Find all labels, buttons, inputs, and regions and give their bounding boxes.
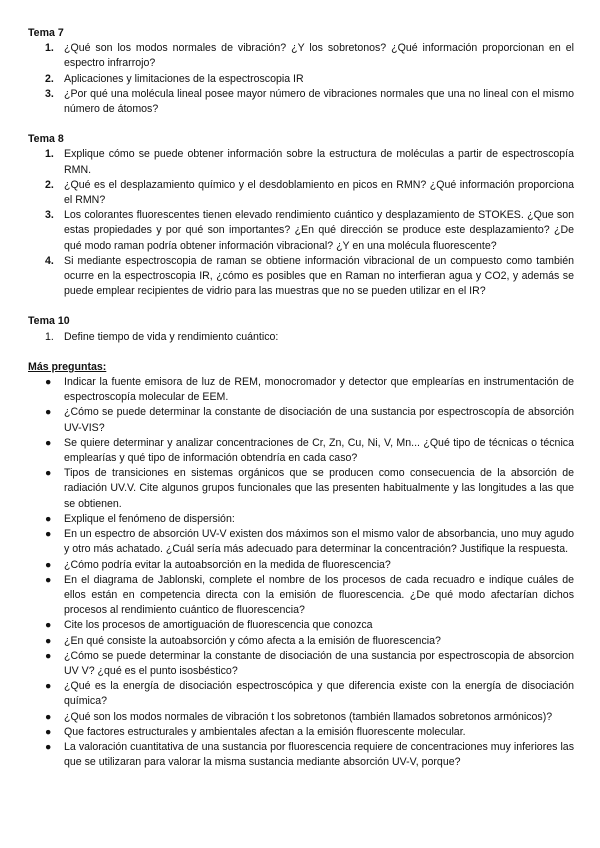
question-number: 1. <box>45 330 54 343</box>
spacer <box>28 345 574 360</box>
section-title-tema-10: Tema 10 <box>28 315 70 328</box>
bullet-list-more-questions <box>28 375 574 770</box>
question-item <box>28 254 574 300</box>
section-title-tema-7: Tema 7 <box>28 27 64 39</box>
question-item <box>28 72 574 87</box>
bullet-item <box>28 375 574 405</box>
bullet-item <box>28 512 574 527</box>
bullet-icon: ● <box>45 649 52 662</box>
bullet-item <box>28 405 574 435</box>
question-text: Si mediante espectroscopia de raman se obtiene información vibracional de un compuesto como también ocurre en la espectroscopia IR, ¿cómo es posibles que en Raman no interfieran agua y CO2, y además se puede emplear recipientes de vidrio para las muestras que no se pueden utilizar en el IR? <box>64 254 574 298</box>
bullet-icon: ● <box>45 634 52 647</box>
question-item <box>28 147 574 177</box>
bullet-icon: ● <box>45 619 52 632</box>
spacer <box>28 117 574 132</box>
question-item <box>28 178 574 208</box>
bullet-item <box>28 573 574 619</box>
bullet-item <box>28 710 574 725</box>
bullet-icon: ● <box>45 512 52 525</box>
section-title-tema-8: Tema 8 <box>28 133 64 146</box>
bullet-text: ¿Qué es la energía de disociación espectroscópica y que diferencia existe con la energía de disociación química? <box>64 680 574 708</box>
bullet-text: ¿Cómo podría evitar la autoabsorción en la medida de fluorescencia? <box>64 558 391 571</box>
question-item <box>28 208 574 254</box>
bullet-text: Tipos de transiciones en sistemas orgánicos que se producen como consecuencia de la absorción de radiación UV.V. Cite algunos grupos funcionales que las presenten habitualmente y las longitudes a las que se obtienen. <box>64 467 574 510</box>
bullet-text: ¿Cómo se puede determinar la constante de disociación de una sustancia por espectroscopía de absorción UV-VIS? <box>64 406 574 434</box>
bullet-item <box>28 618 574 633</box>
bullet-item <box>28 725 574 740</box>
question-number: 1. <box>45 42 54 55</box>
question-item <box>28 87 574 117</box>
document-page <box>28 26 574 770</box>
bullet-icon: ● <box>45 436 52 449</box>
question-text: ¿Por qué una molécula lineal posee mayor número de vibraciones normales que una no lineal con el mismo número de átomos? <box>64 87 574 116</box>
question-text: Define tiempo de vida y rendimiento cuántico: <box>64 330 279 343</box>
bullet-text: Explique el fenómeno de dispersión: <box>64 512 235 525</box>
section-tema-10 <box>28 314 574 344</box>
bullet-item <box>28 740 574 770</box>
bullet-icon: ● <box>45 467 52 480</box>
bullet-text: Que factores estructurales y ambientales afectan a la emisión fluorescente molecular. <box>64 725 466 738</box>
question-text: Explique cómo se puede obtener información sobre la estructura de moléculas a partir de espectroscopía RMN. <box>64 148 574 176</box>
question-number: 2. <box>45 178 54 191</box>
question-number: 2. <box>45 72 54 85</box>
question-text: Aplicaciones y limitaciones de la espectroscopia IR <box>64 72 304 85</box>
bullet-text: Se quiere determinar y analizar concentraciones de Cr, Zn, Cu, Ni, V, Mn... ¿Qué tipo de técnicas o técnica emplearías y qué tipo de información obtendría en cada caso? <box>64 436 574 465</box>
bullet-icon: ● <box>45 558 52 571</box>
bullet-icon: ● <box>45 376 52 389</box>
question-list-tema-10 <box>28 330 574 345</box>
bullet-icon: ● <box>45 740 52 753</box>
bullet-text: ¿Cómo se puede determinar la constante de disociación de una sustancia por espectroscopia de absorcion UV V? ¿qué es el punto isosbéstico? <box>64 649 574 677</box>
question-item <box>28 41 574 71</box>
bullet-icon: ● <box>45 573 52 586</box>
bullet-text: ¿Qué son los modos normales de vibración t los sobretonos (también llamados sobretonos armónicos)? <box>64 710 553 723</box>
bullet-icon: ● <box>45 528 52 541</box>
question-text: Los colorantes fluorescentes tienen elevado rendimiento cuántico y desplazamiento de STOKES. ¿Que son estas propiedades y por qué son importantes? ¿En qué dirección se produce este desplazamiento? ¿De qué modo raman podría obtener información vibracional? ¿Y en una molécula fluorescente? <box>64 209 574 252</box>
question-number: 3. <box>45 209 54 222</box>
bullet-item <box>28 558 574 573</box>
section-title-more-questions: Más preguntas: <box>28 360 107 373</box>
bullet-icon: ● <box>45 406 52 419</box>
bullet-text: En el diagrama de Jablonski, complete el nombre de los procesos de cada recuadro e indique cuáles de ellos están en competencia directa con la emisión de fluorescencia. ¿De qué modo afectarían dichos procesos al rendimiento cuántico de fluorescencia? <box>64 573 574 617</box>
bullet-text: ¿En qué consiste la autoabsorción y cómo afecta a la emisión de fluorescencia? <box>64 634 441 647</box>
section-tema-8 <box>28 132 574 299</box>
bullet-icon: ● <box>45 710 52 723</box>
question-list-tema-7 <box>28 41 574 117</box>
bullet-item <box>28 466 574 512</box>
bullet-text: La valoración cuantitativa de una sustancia por fluorescencia requiere de concentraciones muy inferiores las que se utilizaran para valorar la misma sustancia mediante absorción UV-V, porque? <box>64 740 574 769</box>
bullet-item <box>28 527 574 557</box>
question-item <box>28 330 574 345</box>
question-text: ¿Qué son los modos normales de vibración? ¿Y los sobretonos? ¿Qué información proporcionan en el espectro infrarrojo? <box>64 42 574 70</box>
bullet-icon: ● <box>45 680 52 693</box>
section-more-questions <box>28 360 574 770</box>
bullet-item <box>28 649 574 679</box>
bullet-item <box>28 634 574 649</box>
question-number: 1. <box>45 148 54 161</box>
question-number: 3. <box>45 87 54 100</box>
bullet-text: En un espectro de absorción UV-V existen dos máximos son el mismo valor de absorbancia, uno muy agudo y otro más achatado. ¿Cuál sería más adecuado para determinar la concentración? Justifique la respuesta. <box>64 528 574 556</box>
question-text: ¿Qué es el desplazamiento químico y el desdoblamiento en picos en RMN? ¿Qué información proporciona el RMN? <box>64 178 574 207</box>
bullet-text: Indicar la fuente emisora de luz de REM, monocromador y detector que emplearías en instrumentación de espectroscopía molecular de EEM. <box>64 376 574 404</box>
section-tema-7 <box>28 26 574 117</box>
bullet-icon: ● <box>45 725 52 738</box>
question-number: 4. <box>45 254 54 267</box>
question-list-tema-8 <box>28 147 574 299</box>
bullet-item <box>28 436 574 466</box>
spacer <box>28 299 574 314</box>
bullet-text: Cite los procesos de amortiguación de fluorescencia que conozca <box>64 619 373 632</box>
bullet-item <box>28 679 574 709</box>
